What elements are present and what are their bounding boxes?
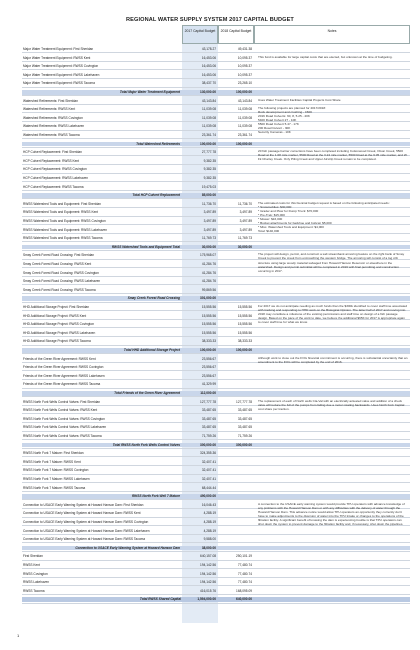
budget-2018-value: 3,497.89	[239, 210, 252, 215]
budget-2017-value: 127,777.78	[200, 399, 216, 404]
row-divider	[22, 542, 410, 543]
note-text: Uses Water Treatment Facilities Capital Projects Cost Share The following projects are planned for 2017/2018: Rock development and crushing - 150K 2016 Road Culverts: 60, 8, 5.25 - 40K 5400 Road Culvert 27 - 10K 5500 Road Culvert 5.47 - 17K 200 Road Culvert - 30K Security Cameras - 10K	[258, 97, 341, 135]
budget-2018-value: 49,431.38	[237, 47, 252, 51]
budget-2017-value: 33,487.65	[201, 416, 216, 421]
row-label: HCP Culvert Replacement: RWSS Tacoma	[23, 184, 84, 189]
budget-2017-value: 32,407.41	[201, 459, 216, 464]
row-label: Friends of the Green River Agreement: RWSS Tacoma	[23, 382, 101, 387]
budget-2018-value: 30,000.00	[237, 244, 252, 249]
row-divider	[22, 431, 410, 432]
budget-2018-value: 11,039.08	[238, 124, 252, 129]
table-row	[22, 176, 410, 181]
row-label: RWSS North Fork 7 Mature: RWSS Tacoma	[23, 485, 86, 490]
table-row	[22, 236, 410, 241]
table-row	[22, 339, 410, 344]
row-divider	[22, 190, 410, 191]
row-divider	[22, 293, 410, 294]
budget-2017-value: 300,000.00	[200, 442, 216, 447]
budget-2018-value: 3,497.89	[239, 227, 252, 232]
budget-2017-value: 23,556.67	[201, 356, 216, 361]
budget-2018-value: 10,095.37	[237, 55, 252, 60]
row-label: RWSS Covington	[23, 571, 48, 576]
row-label: HHD Additional Storage Project: RWSS Lakehaven	[23, 330, 96, 335]
row-label: Friends of the Green River Agreement: RWSS Kent	[23, 356, 96, 361]
row-label: Total Watershed Retirements	[136, 141, 180, 146]
budget-2017-value: 175,968.07	[200, 253, 216, 258]
table-row	[22, 167, 410, 172]
table-header	[22, 25, 410, 44]
budget-2017-value: 4,288.19	[203, 511, 216, 516]
budget-2017-value: 1,594,000.00	[197, 597, 216, 602]
row-label: Major Water Treatment Equipment: First Sheridan	[23, 47, 94, 51]
row-divider	[22, 241, 410, 242]
table-row	[22, 477, 410, 482]
row-divider	[22, 87, 410, 88]
total-row	[22, 443, 410, 448]
budget-2017-value: 4,288.19	[203, 520, 216, 524]
budget-2017-value: 16,046.43	[201, 502, 216, 507]
row-label: Connection to USACE Early Warning System at Howard Hanson Dam: RWSS Kent	[23, 511, 141, 516]
row-divider	[22, 499, 410, 500]
row-label: RWSS Watershed Tools and Equipment: RWSS Covington	[23, 219, 106, 223]
row-label: Connection to USACE Early Warning System at Howard Hanson Dam: RWSS Lakehaven	[23, 528, 150, 533]
table-row	[22, 374, 410, 379]
budget-2017-value: 38,333.33	[201, 339, 216, 344]
total-row	[22, 193, 410, 198]
table-row	[22, 460, 410, 465]
budget-2018-value: 38,333.33	[237, 339, 252, 344]
row-divider	[22, 276, 410, 277]
budget-2017-value: 4,288.19	[203, 528, 216, 533]
budget-2017-value: 3,497.89	[203, 227, 216, 232]
note-text: A connection to the USACE early warning system would provide TPU operators with advance knowledge of any problems with the Howard Hanson Dam or with any difficulties with the delivery of water through the Howard Hanson Dam. This advance notice would allow TPU operators an opportunity they currently don't have to make adjustments to the diversion of water into the TPU Intake or changes to the operations of the filtration facility. A significant benefit of knowing the dam is experiencing trouble is that TPU operators can shut down the system to prevent damage to the filtration facility and, if necessary, shut down the pipelines.	[258, 501, 406, 527]
row-label: Connection to USACE Early Warning System at Howard Hanson Dam: RWSS Covington	[23, 520, 149, 524]
budget-2018-value: 71,759.26	[237, 434, 252, 438]
row-divider	[22, 594, 410, 595]
budget-2017-value: 41,284.76	[201, 279, 216, 284]
budget-2018-value: 3,497.89	[239, 219, 252, 223]
row-divider	[22, 138, 410, 139]
row-divider	[22, 568, 410, 569]
table-row	[22, 81, 410, 86]
row-divider	[22, 585, 410, 586]
row-divider	[22, 198, 410, 199]
budget-2017-value: 194,142.56	[200, 580, 216, 585]
row-label: RWSS Watershed Tools and Equipment: RWSS Kent	[23, 210, 98, 215]
row-label: Smay Creek Forest Road Crossing: RWSS Covington	[23, 270, 99, 275]
budget-2017-value: 16,453.06	[201, 64, 216, 69]
table-row	[22, 331, 410, 336]
budget-2017-value: 11,736.70	[202, 201, 216, 206]
row-label: HHD Additional Storage Project: RWSS Covington	[23, 322, 94, 327]
budget-2017-value: 194,142.56	[200, 563, 216, 567]
table-row	[22, 563, 410, 568]
budget-2018-value: 168,095.09	[236, 588, 252, 593]
row-divider	[22, 61, 410, 62]
budget-2017-value: 23,361.74	[201, 133, 216, 137]
row-label: RWSS North Fork 7 Mature: RWSS Kent	[23, 459, 81, 464]
row-divider	[22, 327, 410, 328]
budget-2017-value: 41,284.76	[201, 262, 216, 266]
row-label: HHD Additional Storage Project: First Sheridan	[23, 305, 90, 309]
budget-2018-value: 77,480.74	[237, 563, 252, 567]
table-row	[22, 64, 410, 69]
budget-2018-value: 11,736.70	[238, 201, 252, 206]
row-divider	[22, 534, 410, 535]
budget-table	[22, 25, 410, 623]
budget-2017-value: 100,000.00	[200, 348, 216, 352]
budget-2017-value: 640,157.08	[200, 554, 216, 559]
row-label: HHD Additional Storage Project: RWSS Tacoma	[23, 339, 91, 344]
row-label: Connection to USACE Early Warning System at Howard Hanson Dam: First Sheridan	[23, 502, 144, 507]
table-row	[22, 451, 410, 456]
row-label: Watershed Retirements: RWSS Covington	[23, 115, 83, 120]
budget-2017-value: 33,487.65	[201, 425, 216, 430]
budget-2017-value: 27,777.78	[201, 150, 216, 155]
row-label: Smay Creek Forest Road Crossing: RWSS Tacoma	[23, 287, 96, 292]
row-divider	[22, 551, 410, 552]
total-row	[22, 494, 410, 499]
budget-2017-value: 15,555.56	[201, 313, 216, 318]
table-row	[22, 417, 410, 422]
budget-2018-value: 127,777.78	[236, 399, 252, 404]
budget-2017-value: 3,497.89	[203, 219, 216, 223]
budget-2017-value: 16,453.06	[201, 72, 216, 77]
budget-2018-value: 10,095.37	[237, 72, 252, 77]
note-text: 20 fish passage barrier corrections have been completed including Cottonwood Creek, Olson Creek, 5500 Road at the 1.68 mile marker, 5500 Road at the 3.24 mile marker, 5500 Road at the 6.05 mile marker, and W. Fk Charley Creek. Only Piling Creek and Upper Airstrip Creek remain to be completed.	[258, 149, 409, 162]
budget-2018-value: 43,143.84	[237, 98, 252, 103]
budget-2017-value: 19,475.03	[201, 184, 216, 189]
row-divider	[22, 250, 410, 251]
row-divider	[22, 302, 410, 303]
total-row	[22, 597, 410, 602]
budget-2018-value: 640,000.00	[236, 597, 252, 602]
budget-2017-value: 130,000.00	[200, 90, 216, 94]
row-label: RWSS Watershed Tools and Equipment: RWSS Lakehaven	[23, 227, 108, 232]
budget-2017-value: 32,407.41	[201, 477, 216, 481]
table-row	[22, 185, 410, 190]
budget-2017-value: 41,284.76	[201, 270, 216, 275]
budget-2017-value: 33,487.65	[201, 408, 216, 413]
row-divider	[22, 422, 410, 423]
row-label: Total Friends of the Green River Agreement	[114, 391, 180, 395]
table-row	[22, 468, 410, 473]
table-row	[22, 572, 410, 577]
budget-2018-value: 100,000.00	[236, 141, 252, 146]
row-label: Major Water Treatment Equipment: RWSS Lakehaven	[23, 72, 100, 77]
row-divider	[22, 439, 410, 440]
row-label: Friends of the Green River Agreement: RWSS Covington	[23, 365, 104, 370]
row-label: RWSS North Fork 7 Mature: RWSS Lakehaven	[23, 477, 90, 481]
row-label: HCP Culvert Replacement: RWSS Kent	[23, 158, 80, 163]
row-divider	[22, 370, 410, 371]
budget-2017-value: 3,497.89	[203, 210, 216, 215]
table-row	[22, 554, 410, 559]
table-row	[22, 537, 410, 542]
row-label: HCP Culvert Replacement: RWSS Covington	[23, 167, 87, 172]
note-text: For 2017 we do not anticipate needing as much funds than the $300k identified to cover staff time associated with tracking and responding to HHD work on the Biological Opinion. The latter half of 2017 and moving into 2018 may constitute a milestone of the existing permissions and staff time on design of a fish passage design. Based on the pace of the work to date, we believe the additional $65K for 2017 is appropriate again to cover staff time for what we know.	[258, 304, 408, 325]
row-divider	[22, 284, 410, 285]
row-label: Friends of the Green River Agreement: RWSS Lakehaven	[23, 373, 105, 378]
budget-2018-value: 11,039.08	[238, 115, 252, 120]
table-row	[22, 279, 410, 284]
budget-2018-value: 33,487.65	[237, 416, 252, 421]
row-label: Major Water Treatment Equipment: RWSS Kent	[23, 55, 91, 60]
budget-2017-value: 324,355.36	[200, 451, 216, 456]
row-label: RWSS Watershed Tools and Equipment Total	[111, 244, 180, 249]
budget-2018-value: 33,487.65	[237, 408, 252, 413]
table-row	[22, 434, 410, 439]
budget-2018-value: 23,265.10	[237, 81, 252, 86]
row-divider	[22, 52, 410, 53]
total-row	[22, 90, 410, 95]
row-label: RWSS North Fork Wells Control Valves: RWSS Covington	[23, 416, 105, 421]
table-row	[22, 288, 410, 293]
row-divider	[22, 482, 410, 483]
page-number: 1	[17, 633, 20, 638]
total-row	[22, 245, 410, 250]
budget-2018-value: 77,480.74	[237, 571, 252, 576]
budget-2017-value: 15,555.56	[201, 305, 216, 309]
budget-2018-value: 15,555.56	[237, 330, 252, 335]
budget-2017-value: 9,382.35	[203, 176, 216, 180]
budget-2018-value: 300,000.00	[236, 442, 252, 447]
budget-2018-value: 15,555.56	[237, 305, 252, 309]
header-2018-budget: 2018 Capital Budget	[218, 25, 254, 44]
budget-2017-value: 43,143.84	[201, 98, 216, 103]
table-row	[22, 580, 410, 585]
row-label: Total Major Water Treatment Equipment	[119, 90, 180, 94]
row-label: RWSS North Fork Wells Control Valves: RWSS Tacoma	[23, 434, 102, 438]
table-row	[22, 589, 410, 594]
budget-2017-value: 38,437.70	[201, 81, 216, 86]
row-divider	[22, 345, 410, 346]
note-text: The project will design, permit, and construct a salt streambank armoring feature on the right bank of Smay Creek to prevent the creek from encroaching the western bridge. The armoring will consist of a log crib structure using large woody material salvaged from Howard Hanson Reservoir or elsewhere in the watershed. Design and permit submittal will be completed in 2016 with final permitting and construction occurring in 2017.	[258, 252, 406, 273]
row-divider	[22, 147, 410, 148]
budget-2017-value: 11,039.08	[202, 124, 216, 129]
total-row	[22, 391, 410, 396]
table-row	[22, 529, 410, 534]
header-notes: Notes	[254, 25, 410, 44]
budget-2017-value: 32,407.41	[201, 468, 216, 473]
budget-2018-value: 100,000.00	[236, 348, 252, 352]
row-label: RWSS Watershed Tools and Equipment: RWSS Tacoma	[23, 236, 103, 241]
budget-2017-value: 301,000.00	[200, 296, 216, 301]
row-divider	[22, 465, 410, 466]
row-label: Total HHD Additional Storage Project	[123, 348, 180, 352]
row-label: HHD Additional Storage Project: RWSS Kent	[23, 313, 87, 318]
row-label: RWSS North Fork 7 Mature: First Sheridan	[23, 451, 84, 456]
budget-2017-value: 11,039.08	[202, 107, 216, 112]
row-divider	[22, 336, 410, 337]
budget-2017-value: 43,178.27	[201, 47, 216, 51]
row-label: RWSS North Fork 7 Mature: RWSS Covington	[23, 468, 89, 473]
row-label: Smay Creek Forest Road Crossing: RWSS Lakehaven	[23, 279, 101, 284]
budget-2017-value: 112,000.00	[200, 391, 216, 395]
row-label: RWSS North Fork Wells Control Valves: First Sheridan	[23, 399, 101, 404]
header-2017-budget: 2017 Capital Budget	[182, 25, 218, 44]
row-label: Total HCP Culvert Replacement	[132, 193, 180, 198]
budget-2017-value: 16,453.06	[201, 55, 216, 60]
budget-2017-value: 9,588.00	[203, 537, 216, 542]
row-divider	[22, 474, 410, 475]
budget-2017-value: 15,555.56	[201, 330, 216, 335]
total-row	[22, 142, 410, 147]
budget-2018-value: 100,000.00	[236, 90, 252, 94]
total-row	[22, 546, 410, 551]
budget-2017-value: 11,769.73	[202, 236, 216, 241]
total-row	[22, 296, 410, 301]
page-title: REGIONAL WATER SUPPLY SYSTEM 2017 CAPITAL BUDGET	[126, 17, 294, 23]
budget-2017-value: 23,556.67	[201, 373, 216, 378]
row-divider	[22, 69, 410, 70]
row-divider	[22, 603, 410, 604]
table-row	[22, 47, 410, 52]
budget-2018-value: 23,361.74	[237, 133, 252, 137]
note-text: The replacement of each of North wells Cla-Val with an electrically actuated valve and addition of a check valve will reduce the full of the pumps from failing due a motor rotating backwards. Uses North Fork Capital cost share per traction.	[258, 398, 406, 411]
row-divider	[22, 413, 410, 414]
table-row	[22, 382, 410, 387]
row-label: Smay Creek Forest Road Crossing: First Sheridan	[23, 253, 95, 258]
row-divider	[22, 173, 410, 174]
row-label: Major Water Treatment Equipment: RWSS Covington	[23, 64, 99, 69]
budget-2017-value: 194,142.56	[200, 571, 216, 576]
row-label: RWSS North Fork Wells Control Valves: RWSS Kent	[23, 408, 98, 413]
budget-2017-value: 15,555.56	[201, 322, 216, 327]
budget-2017-value: 9,382.35	[203, 167, 216, 172]
note-text: The estimated costs for this biennial budget request is based on the following anticipated needs: * Snowmobiles: $30,000 * Grader and Plow for Dump Truck: $70,000 * Pre-Trek: $15,000 * Mower: $16,000 * Bucket attachments for backhoe and bobcat: $5,000 * Misc. Watershed Tools and Equipment: $4,000 Total: $140,000	[258, 200, 390, 234]
budget-2018-value: 15,555.56	[237, 322, 252, 327]
budget-2017-value: 100,000.00	[200, 141, 216, 146]
row-label: HCP Culvert Replacement: First Sheridan	[23, 150, 82, 155]
budget-2018-value: 11,769.73	[238, 236, 252, 241]
budget-2017-value: 30,000.00	[201, 244, 216, 249]
row-label: Connection to USACE Early Warning System at Howard Hanson Dam	[75, 545, 180, 550]
budget-2017-value: 41,329.99	[201, 382, 216, 387]
row-label: Watershed Retirements: RWSS Tacoma	[23, 133, 80, 137]
row-label: RWSS Tacoma	[23, 588, 45, 593]
row-label: Total RWSS North Fork Wells Control Valves	[112, 442, 180, 447]
row-divider	[22, 491, 410, 492]
table-row	[22, 425, 410, 430]
table-row	[22, 365, 410, 370]
row-divider	[22, 181, 410, 182]
row-divider	[22, 456, 410, 457]
row-label: RWSS North Fork Well 7 Mature	[131, 494, 180, 499]
row-divider	[22, 379, 410, 380]
row-label: RWSS Kent	[23, 563, 40, 567]
budget-2018-value: 11,039.08	[238, 107, 252, 112]
row-divider	[22, 448, 410, 449]
budget-2017-value: 68,444.44	[201, 485, 216, 490]
budget-2017-value: 71,759.26	[201, 434, 216, 438]
budget-2017-value: 11,039.08	[202, 115, 216, 120]
row-label: RWSS North Fork Wells Control Valves: RWSS Lakehaven	[23, 425, 107, 430]
row-label: Major Water Treatment Equipment: RWSS Tacoma	[23, 81, 95, 86]
budget-2017-value: 85,000.00	[201, 193, 216, 198]
budget-2018-value: 77,480.74	[237, 580, 252, 585]
row-label: HCP Culvert Replacement: RWSS Lakehaven	[23, 176, 89, 180]
budget-2017-value: 38,000.00	[201, 545, 216, 550]
row-label: RWSS Watershed Tools and Equipment: First Sheridan	[23, 201, 101, 206]
budget-2017-value: 99,869.56	[201, 287, 216, 292]
row-divider	[22, 95, 410, 96]
row-divider	[22, 388, 410, 389]
row-label: First Sheridan	[23, 554, 43, 559]
row-divider	[22, 78, 410, 79]
budget-2017-value: 9,382.35	[203, 158, 216, 163]
row-label: Smay Creek Forest Road Crossing	[127, 296, 180, 301]
budget-2018-value: 15,555.56	[237, 313, 252, 318]
table-row	[22, 486, 410, 491]
row-label: Connection to USACE Early Warning System at Howard Hanson Dam: RWSS Tacoma	[23, 537, 145, 542]
row-divider	[22, 164, 410, 165]
row-divider	[22, 353, 410, 354]
total-row	[22, 348, 410, 353]
row-label: Watershed Retirements: First Sheridan	[23, 98, 78, 103]
row-label: Smay Creek Forest Road Crossing: RWSS Kent	[23, 262, 92, 266]
row-label: Watershed Retirements: RWSS Lakehaven	[23, 124, 85, 129]
note-text: This fund is available for large capital costs that are elected, but unknown at the time of budgeting.	[258, 54, 393, 59]
note-text: Although work to close out the FOG financial commitment is occurring, there is substantial uncertainty that an amendment to the FOG will be completed by the end of 2016.	[258, 355, 409, 364]
budget-2017-value: 490,000.00	[200, 494, 216, 499]
budget-2017-value: 23,556.67	[201, 365, 216, 370]
row-divider	[22, 560, 410, 561]
table-row	[22, 73, 410, 78]
row-divider	[22, 396, 410, 397]
row-divider	[22, 577, 410, 578]
row-label: RWSS Lakehaven	[23, 580, 49, 585]
budget-2018-value: 33,487.65	[237, 425, 252, 430]
budget-2018-value: 250,101.19	[236, 554, 252, 559]
row-label: Total RWSS Shared Capital	[139, 597, 181, 602]
budget-2018-value: 10,095.37	[237, 64, 252, 69]
row-label: Watershed Retirements: RWSS Kent	[23, 107, 76, 112]
budget-2017-value: 416,015.76	[200, 588, 216, 593]
